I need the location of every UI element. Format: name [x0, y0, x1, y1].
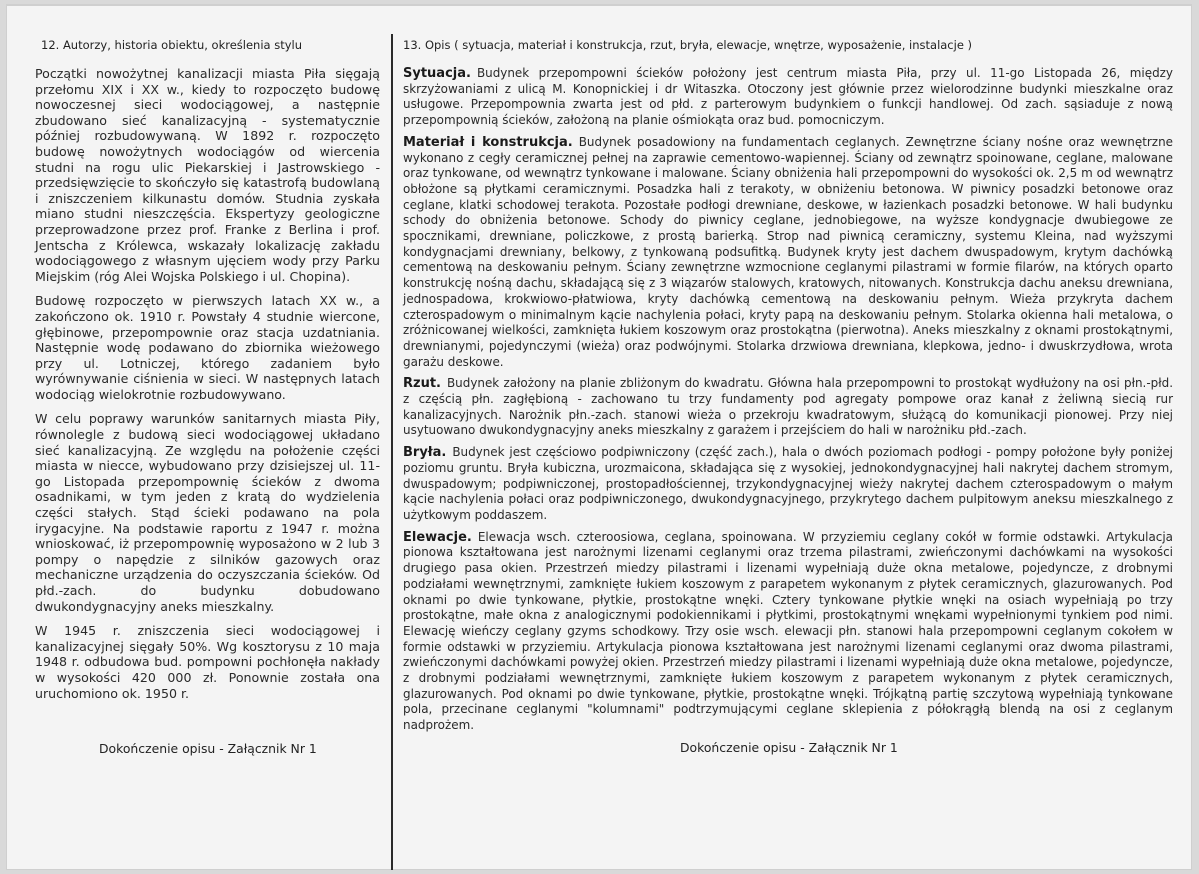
- section-plan: [403, 376, 1173, 439]
- description-heading: 13. Opis ( sytuacja, materiał i konstrukcja, rzut, bryła, elewacje, wnętrze, wyposażenie, instalacje ): [403, 38, 973, 52]
- history-paragraph: Budowę rozpoczęto w pierwszych latach XX w., a zakończono ok. 1910 r. Powstały 4 studnie wiercone, głębinowe, przepompownie oraz stacja uzdatniania. Następnie wodę podawano do zbiornika wieżowego przy ul. Lotniczej, którego zadaniem było wyrównywanie ciśnienia w sieci. W następnych latach wodociąg wielokrotnie rozbudowywano.: [35, 293, 380, 402]
- history-column: [35, 38, 380, 756]
- history-footer: Dokończenie opisu - Załącznik Nr 1: [99, 741, 317, 757]
- history-paragraph: W celu poprawy warunków sanitarnych miasta Piły, równolegle z budową sieci wodociągowej układano sieć kanalizacyjną. Ze względu na położenie części miasta w niecce, wybudowano przy dzisiejszej ul. 11-go Listopada przepompownię ścieków z dwoma osadnikami, w tym jeden z kratą do wydzielenia części stałych. Stąd ścieki podawano na pola irygacyjne. Na podstawie raportu z 1947 r. można wnioskować, iż przepompownię wyposażono w 2 lub 3 pompy o napędzie z silników gazowych oraz mechaniczne urządzenia do oczyszczania ścieków. Od płd.-zach. do budynku dobudowano dwukondygnacyjny aneks mieszkalny.: [35, 411, 380, 614]
- column-divider: [391, 34, 393, 870]
- section-lead: Materiał i konstrukcja.: [403, 134, 573, 150]
- section-massing: [403, 445, 1173, 524]
- history-heading: 12. Autorzy, historia obiektu, określenia stylu: [41, 38, 303, 52]
- sheet-top-edge: [6, 4, 1192, 6]
- description-column: [403, 38, 1173, 755]
- section-elevations: [403, 530, 1173, 734]
- section-text: Budynek przepompowni ścieków położony jest centrum miasta Piła, przy ul. 11-go Listopada 26, między skrzyżowaniami z ulicą M. Konopnickiej i dr Witaszka. Otoczony jest głównie przez wielorodzinne budynki mieszkalne oraz usługowe. Przepompownia zwarta jest od płd. z parterowym budynkiem o funkcji handlowej. Od zach. sąsiaduje z nową przepompownią ścieków, założoną na planie ośmiokąta oraz bud. pomocniczym.: [403, 66, 1173, 128]
- section-text: Elewacja wsch. czteroosiowa, ceglana, spoinowana. W przyziemiu ceglany cokół w formie odstawki. Artykulacja pionowa kształtowana jest narożnymi lizenami ceglanymi oraz trzema pilastrami, zwieńczonymi dachówkami na wysokości drugiego pasa okien. Przestrzeń miedzy pilastrami i lizenami wypełniają duże okna metalowe, pojedyncze, z drobnymi podziałami wewnętrznymi, zamknięte łukiem koszowym z parapetem wykonanym z płytek ceramicznych, glazurowanych. Pod oknami po dwie tynkowane, płytkie, prostokątne wnęki. Cztery tynkowane płytkie wnęki na osiach wypełniają po trzy prostokątne, małe okna z analogicznymi podokiennikami i płytkimi, prostokątnymi wnękami wypełnionymi tynkiem pod nimi. Elewację wieńczy ceglany gzyms schodkowy. Trzy osie wsch. elewacji płn. stanowi hala przepompowni ceglanym cokołem w formie odstawki w przyziemiu. Artykulacja pionowa kształtowana jest narożnymi lizenami ceglanymi oraz dwoma pilastrami, zwieńczonymi dachówkami powyżej okien. Przestrzeń miedzy pilastrami i lizenami wypełniają duże okna metalowe, pojedyncze, z drobnymi podziałami wewnętrznymi, zamknięte łukiem koszowym z parapetem wykonanym z płytek ceramicznych, glazurowanych. Pod oknami po dwie tynkowane, płytkie, prostokątne wnęki. Trójkątną partię szczytową wypełniają tynkowane pola, przecinane ceglanymi "kolumnami" podtrzymującymi ceglane sklepienia z półokrągłą blendą na osi z ceglanym nadprożem.: [403, 529, 1173, 733]
- document-sheet: [6, 4, 1192, 870]
- section-lead: Sytuacja.: [403, 66, 471, 81]
- section-situation: [403, 66, 1173, 129]
- section-material: [403, 135, 1173, 371]
- section-lead: Elewacje.: [403, 529, 472, 545]
- section-lead: Rzut.: [403, 376, 441, 392]
- section-lead: Bryła.: [403, 445, 447, 461]
- section-text: Budynek posadowiony na fundamentach ceglanych. Zewnętrzne ściany nośne oraz wewnętrzne wykonano z cegły ceramicznej pełnej na zaprawie cementowo-wapiennej. Ściany od zewnątrz spoinowane, ceglane, malowane oraz tynkowane, od wewnątrz tynkowane i malowane. Ściany obniżenia hali przepompowni do wysokości ok. 2,5 m od wewnątrz obłożone są płytkami ceramicznymi. Posadzka hali z terakoty, w obniżeniu betonowa. W piwnicy posadzki betonowe oraz ceglane, klatki schodowej terakota. Pozostałe podłogi drewniane, deskowe, w łazienkach posadzki betonowe. W hali budynku schody do obniżenia betonowe. Schody do piwnicy ceglane, jednobiegowe, na wyższe kondygnacje dwubiegowe ze spocznikami, drewniane, policzkowe, z prostą barierką. Strop nad piwnicą ceramiczny, systemu Kleina, nad wyższymi kondygnacjami drewniany, belkowy, z tynkowaną podsufitką. Budynek kryty jest dachem dwuspadowym, krytym dachówką cementową na deskowaniu pełnym. Ściany zewnętrzne wzmocnione ceglanymi pilastrami w formie filarów, na których oparto konstrukcję nośną dachu, składającą się z 3 wiązarów stalowych, kratowych, nitowanych. Konstrukcja dachu aneksu drewniana, jednospadowa, krokwiowo-płatwiowa, kryty dachówką cementową na deskowaniu pełnym. Wieża przykryta dachem czterospadowym o minimalnym kącie nachylenia połaci, kryty papą na deskowaniu pełnym. Stolarka okienna hali metalowa, o zróżnicowanej wielkości, zamknięta łukiem koszowym oraz prostokątna (pierwotna). Aneks mieszkalny z oknami prostokątnymi, drewnianymi, pojedynczymi (wieża) oraz podwójnymi. Stolarka drzwiowa drewniana, klepkowa, jedno- i dwuskrzydłowa, wrota garażu deskowe.: [403, 134, 1173, 369]
- section-text: Budynek założony na planie zbliżonym do kwadratu. Główna hala przepompowni to prostokąt wydłużony na osi płn.-płd. z częścią płn. zagłębioną - zachowano tu trzy fundamenty pod agregaty pompowe oraz kanał z żeliwną siecią rur kanalizacyjnych. Narożnik płn.-zach. stanowi wieża o przekroju kwadratowym, służącą do komunikacji pionowej. Przy niej usytuowano dwukondygnacyjny aneks mieszkalny z garażem i przejściem do hali w narożniku płd.-zach.: [403, 376, 1173, 438]
- description-footer: Dokończenie opisu - Załącznik Nr 1: [680, 739, 898, 755]
- history-paragraph: W 1945 r. zniszczenia sieci wodociągowej i kanalizacyjnej sięgały 50%. Wg kosztorysu z 10 maja 1948 r. odbudowa bud. pompowni pochłonęła nakłady w wysokości 420 000 zł. Ponownie została ona uruchomiono ok. 1950 r.: [35, 623, 380, 701]
- section-text: Budynek jest częściowo podpiwniczony (część zach.), hala o dwóch poziomach podłogi - pompy położone były poniżej poziomu gruntu. Bryła kubiczna, urozmaicona, składająca się z wysokiej, jednokondygnacyjnej hali nakrytej dachem stromym, dwuspadowym; podpiwniczonej, prostopadłościennej, trzykondygnacyjnej wieży nakrytej dachem czterospadowym o małym kącie nachylenia połaci oraz podpiwniczonego, dwukondygnacyjnego, przykrytego dachem pulpitowym aneksu mieszkalnego z użytkowym poddaszem.: [403, 445, 1173, 522]
- history-paragraph: Początki nowożytnej kanalizacji miasta Piła sięgają przełomu XIX i XX w., kiedy to rozpoczęto budowę nowoczesnej sieci wodociągowej, a następnie zbudowano sieć kanalizacyjną - systematycznie później rozbudowywaną. W 1892 r. rozpoczęto budowę nowożytnych wodociągów od wiercenia studni na rogu ulic Piekarskiej i Jastrowskiego - przedsięwzięcie to skończyło się katastrofą budowlaną i zniszczeniem kilkunastu domów. Studnia zyskała miano studni nieszczęścia. Ekspertyzy geologiczne przeprowadzone przez prof. Franke z Berlina i prof. Jentscha z Królewca, wskazały lokalizację zakładu wodociągowego z własnym ujęciem wody przy Parku Miejskim (róg Alei Wojska Polskiego i ul. Chopina).: [35, 66, 380, 284]
